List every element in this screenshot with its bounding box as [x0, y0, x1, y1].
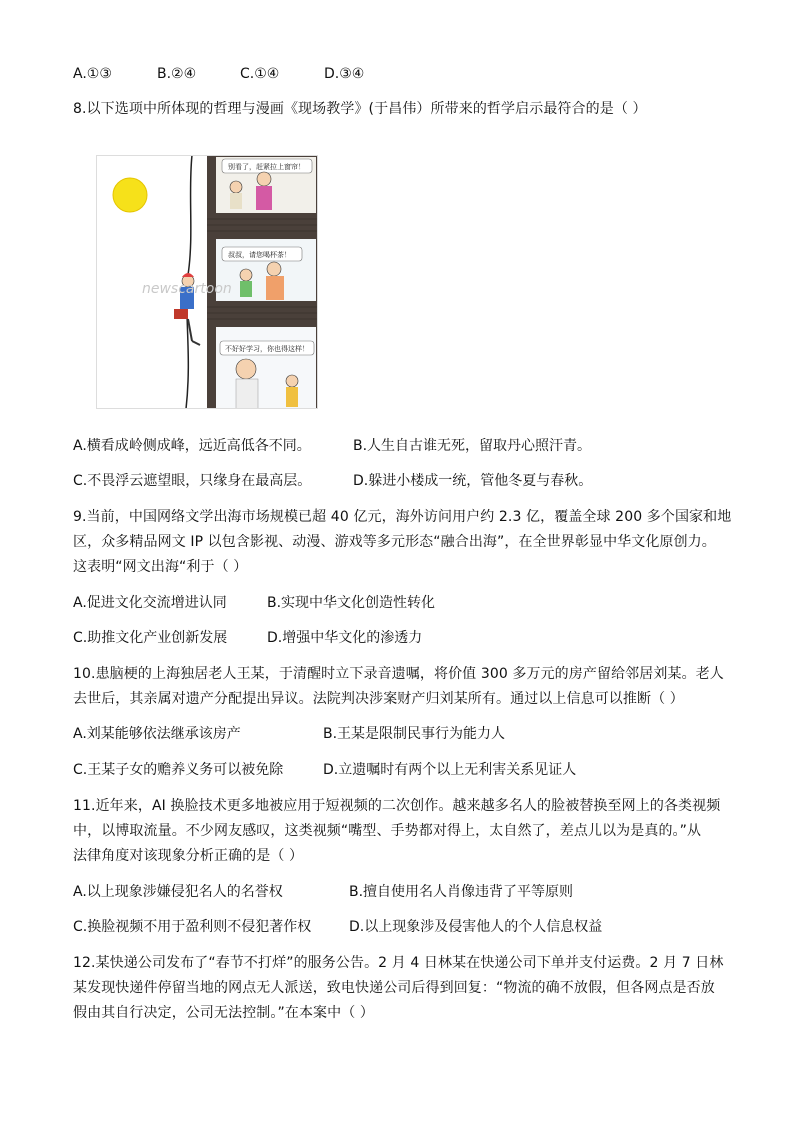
- q9-option-c: C.助推文化产业创新发展: [73, 630, 228, 646]
- comic-bubble-1: 别看了，赶紧拉上窗帘！: [228, 163, 305, 171]
- q12-stem-line-3: 假由其自行决定，公司无法控制。”在本案中（ ）: [73, 1005, 375, 1021]
- q10-option-a: A.刘某能够依法继承该房产: [73, 726, 241, 742]
- q11-stem-line-3: 法律角度对该现象分析正确的是（ ）: [73, 848, 304, 864]
- q8-stem: 8.以下选项中所体现的哲理与漫画《现场教学》(于昌伟）所带来的哲学启示最符合的是（ ）: [73, 101, 647, 117]
- comic-bubble-2: 叔叔，请您喝杯茶！: [228, 251, 291, 259]
- q12-stem-line-2: 某发现快递件停留当地的网点无人派送，致电快递公司后得到回复：“物流的确不放假，但各网点是否放: [73, 980, 715, 996]
- comic-watermark: newscartoon: [142, 281, 232, 297]
- q9-option-d: D.增强中华文化的渗透力: [267, 630, 423, 646]
- q11-option-d: D.以上现象涉及侵害他人的个人信息权益: [349, 919, 603, 935]
- q7-option-a: A.①③: [73, 66, 112, 82]
- q11-stem-line-1: 11.近年来，AI 换脸技术更多地被应用于短视频的二次创作。越来越多名人的脸被替换至网上的各类视频: [73, 798, 721, 814]
- q8-option-a: A.横看成岭侧成峰，远近高低各不同。: [73, 438, 311, 454]
- q9-stem-line-1: 9.当前，中国网络文学出海市场规模已超 40 亿元，海外访问用户约 2.3 亿，覆盖全球 200 多个国家和地: [73, 509, 732, 525]
- q11-option-a: A.以上现象涉嫌侵犯名人的名誉权: [73, 884, 283, 900]
- q8-option-c: C.不畏浮云遮望眼，只缘身在最高层。: [73, 473, 312, 489]
- q8-option-b: B.人生自古谁无死，留取丹心照汗青。: [353, 438, 592, 454]
- sun-illustration: [113, 178, 147, 212]
- q12-stem-line-1: 12.某快递公司发布了“春节不打烊”的服务公告。2 月 4 日林某在快递公司下单并支付运费。2 月 7 日林: [73, 955, 724, 971]
- q11-option-c: C.换脸视频不用于盈利则不侵犯著作权: [73, 919, 312, 935]
- q9-option-a: A.促进文化交流增进认同: [73, 595, 227, 611]
- q10-stem-line-1: 10.患脑梗的上海独居老人王某，于清醒时立下录音遗嘱，将价值 300 多万元的房产留给邻居刘某。老人: [73, 666, 724, 682]
- q10-option-c: C.王某子女的赡养义务可以被免除: [73, 762, 284, 778]
- q9-stem-line-3: 这表明“网文出海“利于（ ）: [73, 559, 248, 575]
- q9-stem-line-2: 区，众多精品网文 IP 以包含影视、动漫、游戏等多元形态“融合出海”，在全世界彰显中华文化原创力。: [73, 534, 716, 550]
- comic-bubble-3: 不好好学习，你也得这样！: [225, 345, 309, 353]
- q7-option-c: C.①④: [240, 66, 280, 82]
- q7-option-b: B.②④: [157, 66, 197, 82]
- q11-option-b: B.擅自使用名人肖像违背了平等原则: [349, 884, 574, 900]
- comic-image: [96, 155, 318, 409]
- q10-option-d: D.立遗嘱时有两个以上无利害关系见证人: [323, 762, 577, 778]
- q10-option-b: B.王某是限制民事行为能力人: [323, 726, 506, 742]
- q7-option-d: D.③④: [324, 66, 365, 82]
- q9-option-b: B.实现中华文化创造性转化: [267, 595, 436, 611]
- q8-option-d: D.躲进小楼成一统，管他冬夏与春秋。: [353, 473, 593, 489]
- q10-stem-line-2: 去世后，其亲属对遗产分配提出异议。法院判决涉案财产归刘某所有。通过以上信息可以推断（ ）: [73, 691, 684, 707]
- q11-stem-line-2: 中，以博取流量。不少网友感叹，这类视频“嘴型、手势都对得上，太自然了，差点儿以为是真的。”从: [73, 823, 702, 839]
